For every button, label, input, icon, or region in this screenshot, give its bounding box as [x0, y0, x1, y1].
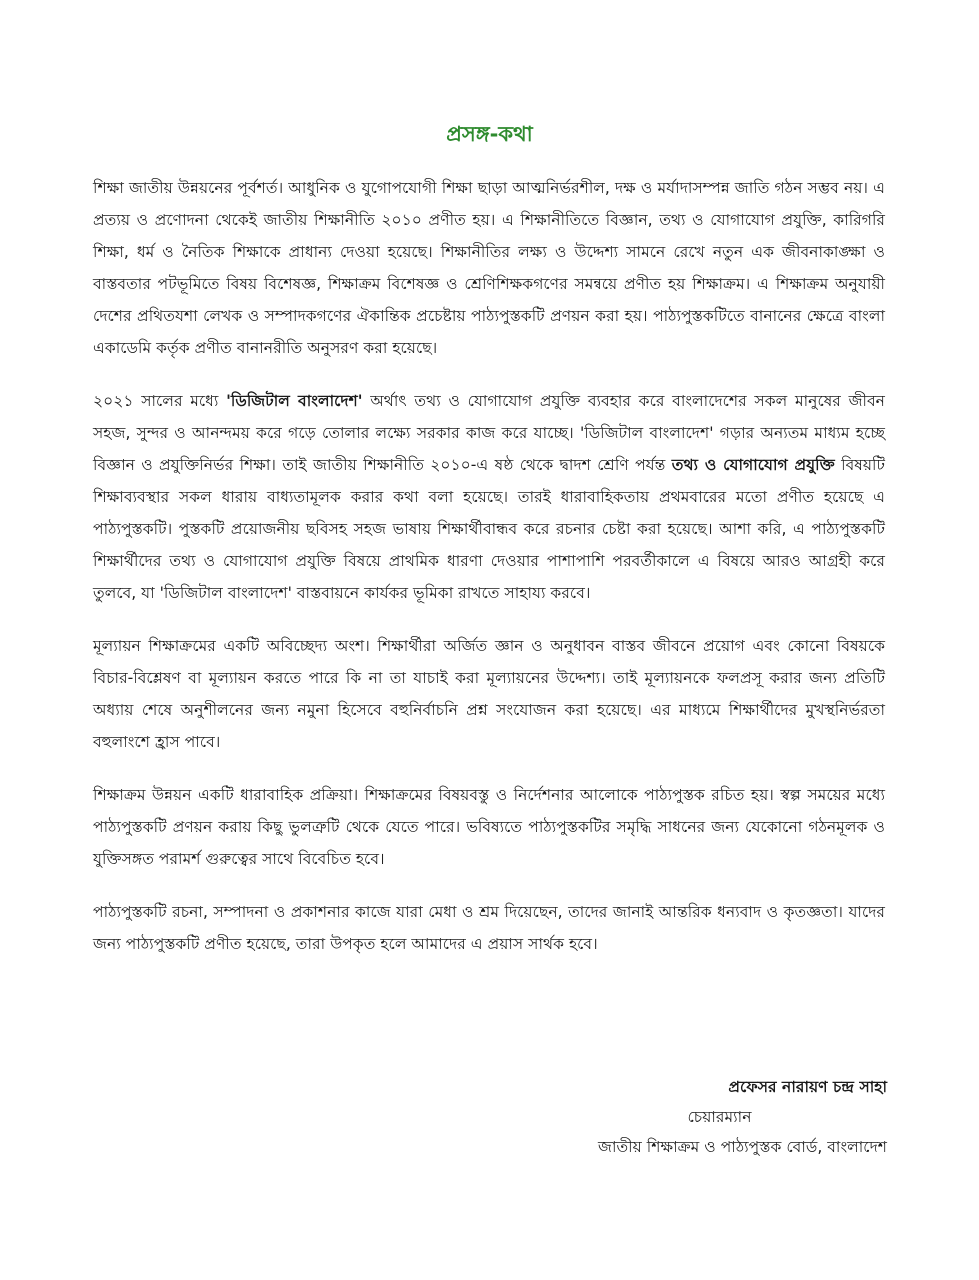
- signatory-name: প্রফেসর নারায়ণ চন্দ্র সাহা: [728, 1078, 887, 1096]
- paragraph-5: পাঠ্যপুস্তকটি রচনা, সম্পাদনা ও প্রকাশনার কাজে যারা মেধা ও শ্রম দিয়েছেন, তাদের জানাই আন্তরিক ধন্যবাদ ও কৃতজ্ঞতা। যাদের জন্য পাঠ্যপুস্তকটি প্রণীত হয়েছে, তারা উপকৃত হলে আমাদের এ প্রয়াস সার্থক হবে।: [93, 903, 885, 953]
- paragraph-2-part-b: অর্থাৎ তথ্য ও যোগাযোগ প্রযুক্তি ব্যবহার করে বাংলাদেশের সকল মানুষের জীবন সহজ, সুন্দর ও আনন্দময় করে গড়ে তোলার লক্ষ্যে সরকার কাজ করে যাচ্ছে। 'ডিজিটাল বাংলাদেশ' গড়ার অন্যতম মাধ্যম হচ্ছে বিজ্ঞান ও প্রযুক্তিনির্ভর শিক্ষা। তাই জাতীয় শিক্ষানীতি ২০১০-এ ষষ্ঠ থেকে দ্বাদশ শ্রেণি পর্যন্ত: [93, 392, 885, 474]
- signatory-role: চেয়ারম্যান: [687, 1108, 752, 1126]
- paragraph-2-bold-ict: তথ্য ও যোগাযোগ প্রযুক্তি: [671, 456, 835, 474]
- signature-block: [598, 1072, 887, 1162]
- paragraph-1: শিক্ষা জাতীয় উন্নয়নের পূর্বশর্ত। আধুনিক ও যুগোপযোগী শিক্ষা ছাড়া আত্মনির্ভরশীল, দক্ষ ও মর্যাদাসম্পন্ন জাতি গঠন সম্ভব নয়। এ প্রত্যয় ও প্রণোদনা থেকেই জাতীয় শিক্ষানীতি ২০১০ প্রণীত হয়। এ শিক্ষানীতিতে বিজ্ঞান, তথ্য ও যোগাযোগ প্রযুক্তি, কারিগরি শিক্ষা, ধর্ম ও নৈতিক শিক্ষাকে প্রাধান্য দেওয়া হয়েছে। শিক্ষানীতির লক্ষ্য ও উদ্দেশ্য সামনে রেখে নতুন এক জীবনাকাঙ্ক্ষা ও বাস্তবতার পটভূমিতে বিষয় বিশেষজ্ঞ, শিক্ষাক্রম বিশেষজ্ঞ ও শ্রেণিশিক্ষকগণের সমন্বয়ে প্রণীত হয় শিক্ষাক্রম। এ শিক্ষাক্রম অনুযায়ী দেশের প্রথিতযশা লেখক ও সম্পাদকগণের ঐকান্তিক প্রচেষ্টায় পাঠ্যপুস্তকটি প্রণয়ন করা হয়। পাঠ্যপুস্তকটিতে বানানের ক্ষেত্রে বাংলা একাডেমি কর্তৃক প্রণীত বানানরীতি অনুসরণ করা হয়েছে।: [93, 179, 885, 357]
- paragraph-3: মূল্যায়ন শিক্ষাক্রমের একটি অবিচ্ছেদ্য অংশ। শিক্ষার্থীরা অর্জিত জ্ঞান ও অনুধাবন বাস্তব জীবনে প্রয়োগ এবং কোনো বিষয়কে বিচার-বিশ্লেষণ বা মূল্যায়ন করতে পারে কি না তা যাচাই করা মূল্যায়নের উদ্দেশ্য। তাই মূল্যায়নকে ফলপ্রসূ করার জন্য প্রতিটি অধ্যায় শেষে অনুশীলনের জন্য নমুনা হিসেবে বহুনির্বাচনি প্রশ্ন সংযোজন করা হয়েছে। এর মাধ্যমে শিক্ষার্থীদের মুখস্থনির্ভরতা বহুলাংশে হ্রাস পাবে।: [93, 637, 885, 751]
- paragraph-2-part-c: বিষয়টি শিক্ষাব্যবস্থার সকল ধারায় বাধ্যতামূলক করার কথা বলা হয়েছে। তারই ধারাবাহিকতায় প্রথমবারের মতো প্রণীত হয়েছে এ পাঠ্যপুস্তকটি। পুস্তকটি প্রয়োজনীয় ছবিসহ সহজ ভাষায় শিক্ষার্থীবান্ধব করে রচনার চেষ্টা করা হয়েছে। আশা করি, এ পাঠ্যপুস্তকটি শিক্ষার্থীদের তথ্য ও যোগাযোগ প্রযুক্তি বিষয়ে প্রাথমিক ধারণা দেওয়ার পাশাপাশি পরবর্তীকালে এ বিষয়ে আরও আগ্রহী করে তুলবে, যা 'ডিজিটাল বাংলাদেশ' বাস্তবায়নে কার্যকর ভূমিকা রাখতে সাহায্য করবে।: [93, 456, 885, 602]
- signatory-organization: জাতীয় শিক্ষাক্রম ও পাঠ্যপুস্তক বোর্ড, বাংলাদেশ: [598, 1138, 887, 1156]
- document-body: [93, 172, 885, 981]
- paragraph-2-part-a: ২০২১ সালের মধ্যে: [93, 392, 227, 410]
- page-title: প্রসঙ্গ-কথা: [446, 122, 533, 146]
- paragraph-4: শিক্ষাক্রম উন্নয়ন একটি ধারাবাহিক প্রক্রিয়া। শিক্ষাক্রমের বিষয়বস্তু ও নির্দেশনার আলোকে পাঠ্যপুস্তক রচিত হয়। স্বল্প সময়ের মধ্যে পাঠ্যপুস্তকটি প্রণয়ন করায় কিছু ভুলত্রুটি থেকে যেতে পারে। ভবিষ্যতে পাঠ্যপুস্তকটির সমৃদ্ধি সাধনের জন্য যেকোনো গঠনমূলক ও যুক্তিসঙ্গত পরামর্শ গুরুত্বের সাথে বিবেচিত হবে।: [93, 786, 885, 868]
- paragraph-2-bold-digital-bangladesh: 'ডিজিটাল বাংলাদেশ': [226, 392, 363, 410]
- paragraph-2: [93, 385, 885, 609]
